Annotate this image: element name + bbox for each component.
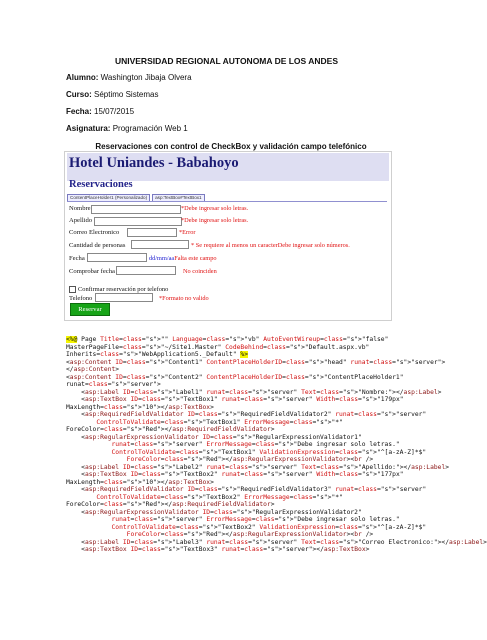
code-line: <asp:TextBox ID=class="s">"TextBox3" runat=class="s">"server"></asp:TextBox> bbox=[66, 546, 370, 553]
code-line: MaxLength=class="s">"10"></asp:TextBox> bbox=[66, 478, 214, 486]
fecha-field-label: Fecha bbox=[69, 255, 85, 262]
alumno-value: Washington Jibaja Olvera bbox=[100, 73, 192, 82]
curso-label: Curso: bbox=[66, 90, 92, 99]
nombre-error-star: * bbox=[181, 205, 185, 212]
fecha-hint: dd/mm/aa bbox=[149, 255, 175, 262]
code-line: ControlToValidate=class="s">"TextBox1" ValidationExpression=class="s">"^[a-zA-Z]*$" bbox=[111, 448, 427, 456]
apellido-input[interactable] bbox=[94, 217, 185, 226]
apellido-error-text: Debe ingresar solo letras. bbox=[184, 217, 249, 224]
textbox-tab: asp:TextBox#TextBox1 bbox=[152, 194, 204, 202]
code-line: <asp:TextBox ID=class="s">"TextBox1" runat=class="s">"server" Width=class="s">"179px" bbox=[66, 396, 404, 403]
reservation-form bbox=[67, 201, 387, 320]
fecha-error-text: Falta este campo bbox=[174, 255, 217, 262]
figure-caption: Reservaciones con control de CheckBox y validación campo telefónico bbox=[95, 142, 367, 151]
university-heading: UNIVERSIDAD REGIONAL AUTONOMA DE LOS ANDES bbox=[114, 56, 339, 66]
correo-error-text: Error bbox=[182, 229, 196, 236]
code-line: </asp:Content> bbox=[66, 366, 120, 373]
code-line: ControlToValidate=class="s">"TextBox2" ValidationExpression=class="s">"^[a-zA-Z]*$" bbox=[111, 523, 427, 531]
code-line: ControlToValidate=class="s">"TextBox2" ErrorMessage=class="s">"*" bbox=[96, 493, 343, 501]
code-line: runat=class="s">"server" ErrorMessage=class="s">"Debe ingresar solo letras." bbox=[111, 516, 400, 523]
fecha-line bbox=[66, 107, 134, 116]
fecha-label: Fecha: bbox=[66, 107, 92, 116]
designer-screenshot bbox=[64, 151, 392, 321]
correo-input[interactable] bbox=[127, 228, 177, 237]
code-line: ForeColor=class="s">"Red"></asp:RequiredFieldValidator> bbox=[66, 426, 275, 433]
code-line: <asp:Label ID=class="s">"Label1" runat=class="s">"server" Text=class="s">"Nombre:"></asp:Label> bbox=[66, 388, 442, 396]
fecha-value: 15/07/2015 bbox=[94, 107, 135, 116]
comprobar-fecha-input[interactable] bbox=[116, 266, 176, 275]
nombre-error bbox=[181, 205, 248, 212]
confirm-phone-label: Confirmar reservación por telefono bbox=[78, 286, 169, 293]
cantidad-error-text: Se requiere al menos un caracterDebe ingresar solo números. bbox=[195, 242, 350, 249]
alumno-label: Alumno: bbox=[66, 73, 99, 82]
code-line: runat=class="s">"server" ErrorMessage=class="s">"Debe ingresar solo letras." bbox=[111, 441, 400, 448]
nombre-input[interactable] bbox=[91, 205, 181, 214]
curso-line bbox=[66, 90, 158, 99]
alumno-line bbox=[66, 73, 192, 82]
telefono-input[interactable] bbox=[95, 293, 153, 302]
comprobar-fecha-label: Comprobar fecha bbox=[69, 268, 115, 275]
code-line: ForeColor=class="s">"Red"></asp:RegularExpressionValidator><br /> bbox=[126, 531, 374, 538]
code-line: ControlToValidate=class="s">"TextBox1" ErrorMessage=class="s">"*" bbox=[96, 418, 343, 426]
asignatura-label: Asignatura: bbox=[66, 124, 111, 133]
asignatura-line bbox=[66, 124, 188, 133]
fecha-error bbox=[149, 255, 217, 262]
cantidad-error bbox=[191, 242, 350, 249]
telefono-label: Telefono bbox=[69, 295, 93, 302]
apellido-label: Apellido bbox=[69, 217, 93, 224]
correo-label: Correo Electronico bbox=[69, 229, 120, 236]
code-listing bbox=[66, 336, 487, 554]
confirm-phone-checkbox[interactable] bbox=[69, 286, 76, 293]
code-line: <asp:TextBox ID=class="s">"TextBox2" runat=class="s">"server" Width=class="s">"177px" bbox=[66, 471, 404, 478]
telefono-error: *Formato no valido bbox=[159, 295, 209, 302]
code-line: <asp:Label ID=class="s">"Label3" runat=class="s">"server" Text=class="s">"Correo Electronico:"></asp:Label> bbox=[66, 538, 487, 546]
code-line: runat=class="s">"server"> bbox=[66, 381, 161, 388]
code-line: <asp:RegularExpressionValidator ID=class="s">"RegularExpressionValidator1" bbox=[66, 433, 362, 441]
code-line: <asp:Content ID=class="s">"Content1" ContentPlaceHolderID=class="s">"head" runat=class="s">"server"> bbox=[66, 358, 446, 366]
cantidad-label: Cantidad de personas bbox=[69, 242, 126, 249]
code-line: MasterPageFile=class="s">"~/Site1.Master" CodeBehind=class="s">"Default.aspx.vb" bbox=[66, 343, 370, 351]
code-line: <asp:RegularExpressionValidator ID=class="s">"RegularExpressionValidator2" bbox=[66, 508, 362, 516]
section-title: Reservaciones bbox=[69, 179, 133, 190]
reservar-button[interactable]: Reservar bbox=[70, 303, 110, 316]
comprobar-fecha-error: No coinciden bbox=[183, 268, 217, 275]
site-title: Hotel Uniandes - Babahoyo bbox=[67, 153, 389, 181]
code-line: <asp:RequiredFieldValidator ID=class="s">"RequiredFieldValidator3" runat=class="s">"server" bbox=[66, 486, 427, 493]
code-line: ForeColor=class="s">"Red"></asp:RequiredFieldValidator> bbox=[66, 501, 275, 508]
code-line: Inherits=class="s">"WebApplication5._Default" %> bbox=[66, 351, 249, 358]
apellido-error-star: * bbox=[181, 217, 185, 224]
confirm-phone-checkbox-row[interactable] bbox=[69, 286, 168, 293]
fecha-input[interactable] bbox=[87, 253, 147, 262]
code-line: <%@ Page Title=class="s">"" Language=class="s">"vb" AutoEventWireup=class="s">"false" bbox=[66, 336, 389, 343]
nombre-error-text: Debe ingresar solo letras. bbox=[184, 205, 249, 212]
correo-error bbox=[179, 229, 195, 236]
correo-error-star: * bbox=[179, 229, 183, 236]
apellido-error bbox=[181, 217, 248, 224]
code-line: <asp:Label ID=class="s">"Label2" runat=class="s">"server" Text=class="s">"Apellido:"></asp:Label> bbox=[66, 463, 450, 471]
code-line: ForeColor=class="s">"Red"></asp:RegularExpressionValidator><br /> bbox=[126, 456, 374, 463]
placeholder-tab: ContentPlaceHolder1 (Personalizado) bbox=[67, 194, 150, 202]
code-line: <asp:RequiredFieldValidator ID=class="s">"RequiredFieldValidator2" runat=class="s">"server" bbox=[66, 411, 427, 418]
nombre-label: Nombre bbox=[69, 205, 91, 212]
code-line: MaxLength=class="s">"10"></asp:TextBox> bbox=[66, 403, 214, 411]
cantidad-error-star: * bbox=[191, 242, 195, 249]
asignatura-value: Programación Web 1 bbox=[112, 124, 188, 133]
curso-value: Séptimo Sistemas bbox=[94, 90, 159, 99]
code-line: <asp:Content ID=class="s">"Content2" ContentPlaceHolderID=class="s">"ContentPlaceHolder1" bbox=[66, 373, 404, 381]
cantidad-input[interactable] bbox=[131, 240, 189, 249]
